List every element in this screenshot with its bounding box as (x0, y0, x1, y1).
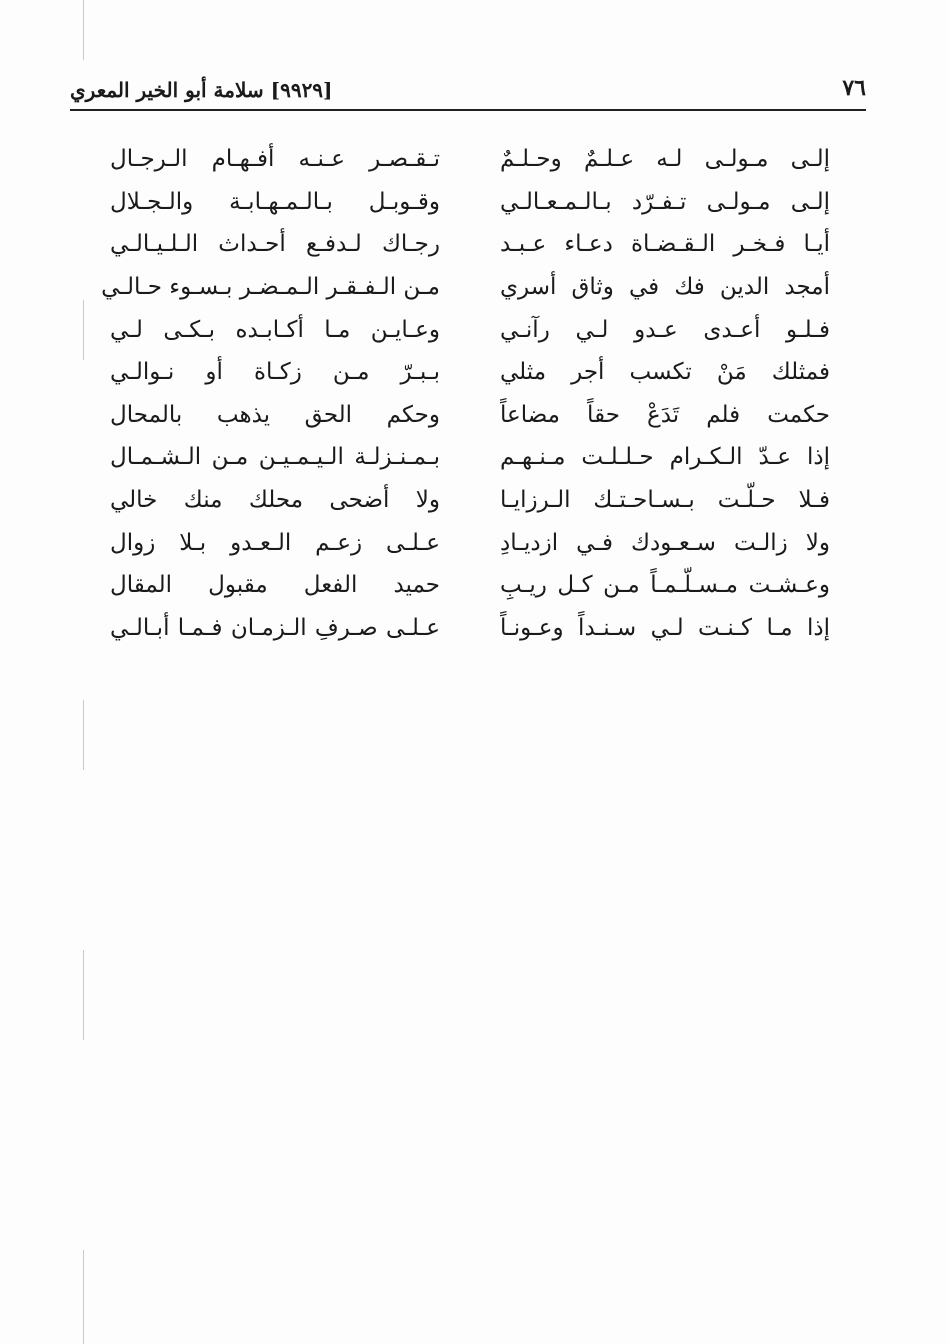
hemistich-first: فمثلك مَنْ تكسب أجر مثلي (500, 359, 830, 386)
verse-line (110, 394, 830, 437)
verse-line (110, 436, 830, 479)
verse-line (110, 521, 830, 564)
hemistich-first: أمجد الدين فك في وثاق أسري (500, 274, 830, 301)
running-title: [٩٩٢٩] سلامة أبو الخير المعري (70, 78, 333, 102)
hemistich-second: بـمـنـزلـة الـيـمـيـن مـن الـشـمـال (110, 444, 440, 471)
hemistich-first: أيـا فـخـر الـقـضـاة دعـاء عـبـد (500, 231, 830, 258)
verse-line (110, 181, 830, 224)
hemistich-first: ولا زالـت سـعـودك فـي ازديـادِ (500, 529, 830, 556)
scan-edge-mark (83, 0, 84, 60)
hemistich-first: وعـشـت مـسـلّـمـاً مـن كـل ريـبِ (500, 572, 830, 599)
hemistich-second: وعـايـن مـا أكـابـده بـكـى لـي (110, 316, 440, 343)
page-header (70, 74, 866, 114)
verse-line (110, 564, 830, 607)
verse-line (110, 223, 830, 266)
verse-line (110, 607, 830, 650)
hemistich-second: حميد الفعل مقبول المقال (110, 572, 440, 599)
poem (101, 138, 830, 649)
hemistich-second: وحكم الحق يذهب بالمحال (110, 401, 440, 428)
hemistich-first: إلـى مـولـى تـفـرّد بـالـمـعـالـي (500, 188, 830, 215)
hemistich-second: وقـوبـل بـالـمـهـابـة والـجـلال (110, 188, 440, 215)
hemistich-first: إلـى مـولـى لـه عـلـمٌ وحـلـمٌ (500, 146, 830, 173)
hemistich-second: تـقـصـر عـنـه أفـهـام الـرجـال (110, 146, 440, 173)
scan-edge-mark (83, 1250, 84, 1344)
header-rule (70, 109, 866, 111)
verse-line (110, 351, 830, 394)
hemistich-second: عـلـى صـرفِ الـزمـان فـمـا أبـالـي (110, 614, 440, 641)
scan-edge-mark (83, 950, 84, 1040)
hemistich-second: مـن الـفـقـر الـمـضـر بـسـوء حـالـي (101, 274, 440, 301)
hemistich-first: فـلا حـلّـت بـسـاحـتـك الـرزايـا (500, 487, 830, 514)
verse-line (110, 138, 830, 181)
hemistich-second: عـلـى زعـم الـعـدو بـلا زوال (110, 529, 440, 556)
hemistich-second: ولا أضحى محلك منك خالي (110, 487, 440, 514)
hemistich-first: إذا عـدّ الـكـرام حـلـلـت مـنـهـم (500, 444, 830, 471)
scan-edge-mark (83, 700, 84, 770)
hemistich-first: فـلـو أعـدى عـدو لـي رآنـي (500, 316, 830, 343)
page-number: ٧٦ (842, 75, 866, 101)
hemistich-second: رجـاك لـدفـع أحـداث الـلـيـالـي (110, 231, 440, 258)
verse-line (110, 308, 830, 351)
hemistich-first: إذا مـا كـنـت لـي سـنـداً وعـونـاً (500, 614, 830, 641)
hemistich-second: بـبـرّ مـن زكـاة أو نـوالـي (110, 359, 440, 386)
scan-edge-mark (83, 300, 84, 360)
verse-line (110, 479, 830, 522)
hemistich-first: حكمت فلم تَدَعْ حقاً مضاعاً (500, 401, 830, 428)
verse-line (101, 266, 830, 309)
